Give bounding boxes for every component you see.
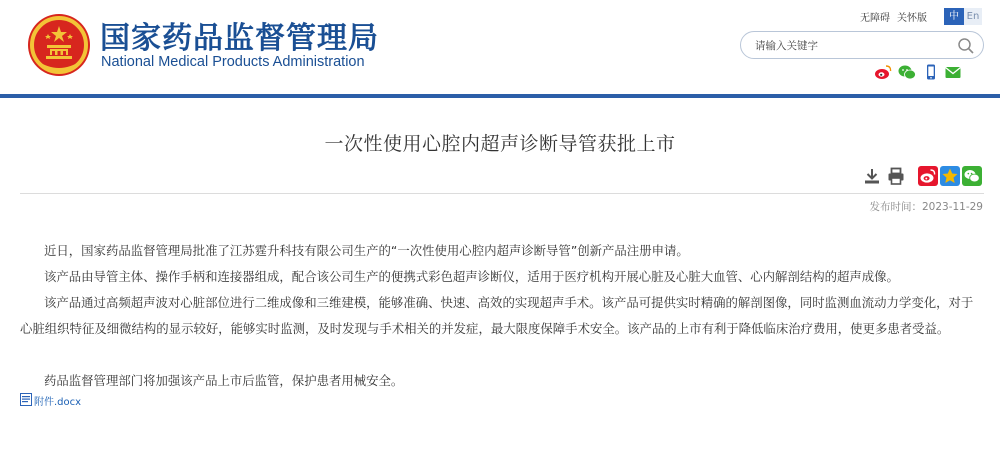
accessible-mode-link[interactable]: 无障碍: [860, 13, 890, 24]
elderly-mode-link[interactable]: 关怀版: [897, 13, 927, 24]
search-icon[interactable]: [957, 37, 975, 55]
lang-zh-button[interactable]: 中: [944, 8, 964, 25]
national-emblem-logo[interactable]: [26, 12, 92, 78]
publish-date-label: 发布时间：: [869, 201, 922, 213]
weibo-share-icon[interactable]: [918, 166, 938, 186]
site-header: [0, 0, 1000, 96]
article-paragraph: 近日，国家药品监督管理局批准了江苏霆升科技有限公司生产的“一次性使用心腔内超声诊断导管”创新产品注册申请。: [44, 243, 689, 258]
email-icon[interactable]: [944, 63, 962, 81]
wechat-share-icon[interactable]: [962, 166, 982, 186]
download-icon[interactable]: [862, 166, 882, 186]
print-icon[interactable]: [886, 166, 906, 186]
header-divider-bar: [0, 94, 1000, 98]
weibo-icon[interactable]: [874, 63, 892, 81]
wechat-icon[interactable]: [898, 63, 916, 81]
lang-en-button[interactable]: En: [964, 8, 982, 25]
search-input[interactable]: [755, 37, 955, 54]
article-paragraph: 药品监督管理部门将加强该产品上市后监管，保护患者用械安全。: [44, 373, 404, 388]
article-title: 一次性使用心腔内超声诊断导管获批上市: [324, 133, 676, 155]
publish-date: [869, 199, 983, 214]
title-divider: [20, 193, 984, 194]
site-name-en[interactable]: National Medical Products Administration: [101, 54, 365, 70]
document-icon: [20, 393, 32, 406]
site-name-cn[interactable]: 国家药品监督管理局: [100, 21, 379, 56]
publish-date-value: 2023-11-29: [921, 201, 983, 213]
qzone-share-icon[interactable]: [940, 166, 960, 186]
article-paragraph: 该产品通过高频超声波对心脏部位进行二维成像和三维建模，能够准确、快速、高效的实现超声手术。该产品可提供实时精确的解剖图像，同时监测血流动力学变化，对于心脏组织特征及细微结构的显示较好，能够实时监测，及时发现与手术相关的并发症，最大限度保障手术安全。该产品的上市有利于降低临床治疗费用，使更多患者受益。: [20, 295, 974, 336]
article-paragraph: 该产品由导管主体、操作手柄和连接器组成，配合该公司生产的便携式彩色超声诊断仪，适用于医疗机构开展心脏及心脏大血管、心内解剖结构的超声成像。: [44, 269, 899, 284]
search-box: [740, 31, 984, 59]
attachment-name[interactable]: 附件.docx: [34, 397, 82, 408]
mobile-icon[interactable]: [922, 63, 940, 81]
